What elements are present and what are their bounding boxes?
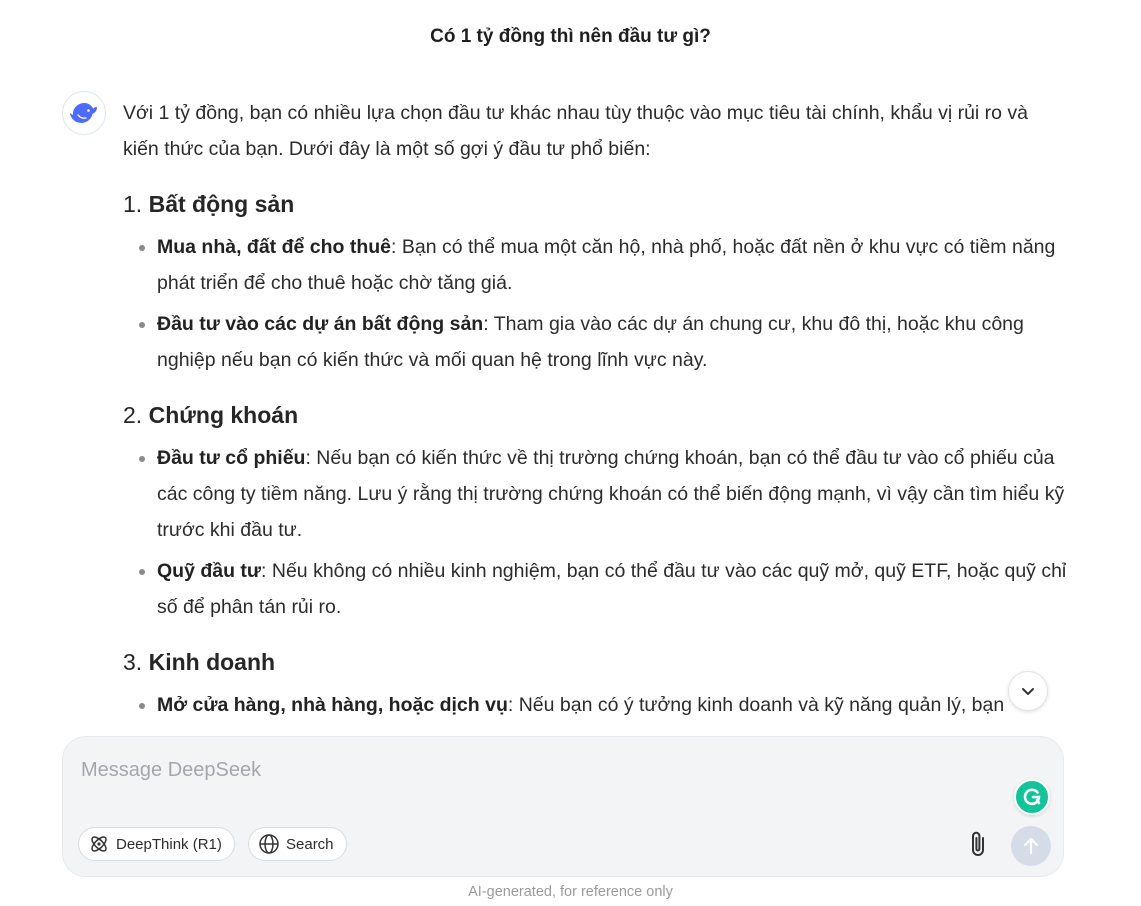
deepseek-whale-icon <box>69 101 99 125</box>
section-heading <box>123 400 1068 430</box>
arrow-up-icon <box>1022 836 1040 856</box>
item-bold: Mở cửa hàng, nhà hàng, hoặc dịch vụ <box>157 694 508 716</box>
assistant-message <box>123 95 1068 728</box>
list-item <box>123 687 1068 723</box>
section-title: Chứng khoán <box>148 402 299 428</box>
section-number: 2. <box>123 402 143 428</box>
section-number: 1. <box>123 191 143 217</box>
scroll-to-bottom-button[interactable] <box>1008 671 1048 711</box>
section-number: 3. <box>123 649 143 675</box>
item-text: : Nếu bạn có kiến thức về thị trường chứng khoán, bạn có thể đầu tư vào cổ phiếu của các công ty tiềm năng. Lưu ý rằng thị trường chứng khoán có thể biến động mạnh, vì vậy cần tìm hiểu kỹ trước khi đầu tư. <box>157 447 1065 541</box>
bullet-list <box>123 229 1068 378</box>
section-title: Bất động sản <box>148 191 295 217</box>
item-text: : Nếu không có nhiều kinh nghiệm, bạn có thể đầu tư vào các quỹ mở, quỹ ETF, hoặc quỹ chỉ số để phân tán rủi ro. <box>157 560 1067 618</box>
bullet-list <box>123 440 1068 625</box>
item-bold: Mua nhà, đất để cho thuê <box>157 236 392 258</box>
section-heading <box>123 189 1068 219</box>
assistant-avatar <box>62 91 106 135</box>
item-bold: Quỹ đầu tư <box>157 560 262 582</box>
list-item <box>123 553 1068 625</box>
chevron-down-icon <box>1019 682 1037 700</box>
item-text: : Tham gia vào các dự án chung cư, khu đô thị, hoặc khu công nghiệp nếu bạn có kiến thức và mối quan hệ trong lĩnh vực này. <box>157 313 1024 371</box>
send-button[interactable] <box>1011 826 1051 866</box>
message-intro: Với 1 tỷ đồng, bạn có nhiều lựa chọn đầu tư khác nhau tùy thuộc vào mục tiêu tài chính, khẩu vị rủi ro và kiến thức của bạn. Dưới đây là một số gợi ý đầu tư phổ biến: <box>123 102 1029 160</box>
item-bold: Đầu tư cổ phiếu <box>157 447 306 469</box>
item-text: : Nếu bạn có ý tưởng kinh doanh và kỹ năng quản lý, bạn <box>507 694 1005 716</box>
section-heading <box>123 647 1068 677</box>
message-composer <box>62 736 1064 877</box>
list-item <box>123 306 1068 378</box>
search-label: Search <box>286 835 334 853</box>
globe-icon <box>258 833 280 855</box>
grammarly-icon <box>1021 786 1043 808</box>
paperclip-icon <box>966 829 990 859</box>
list-item <box>123 440 1068 548</box>
atom-icon <box>88 833 110 855</box>
section-title: Kinh doanh <box>148 649 276 675</box>
deepthink-toggle[interactable] <box>78 827 235 861</box>
item-text: : Bạn có thể mua một căn hộ, nhà phố, hoặc đất nền ở khu vực có tiềm năng phát triển để cho thuê hoặc chờ tăng giá. <box>157 236 1056 294</box>
message-input[interactable] <box>81 753 981 787</box>
deepthink-label: DeepThink (R1) <box>116 835 222 853</box>
item-bold: Đầu tư vào các dự án bất động sản <box>157 313 484 335</box>
disclaimer-note: AI-generated, for reference only <box>468 884 673 900</box>
grammarly-button[interactable] <box>1014 779 1050 815</box>
chat-title: Có 1 tỷ đồng thì nên đầu tư gì? <box>430 26 711 47</box>
bullet-list <box>123 687 1068 723</box>
attach-file-button[interactable] <box>963 829 993 859</box>
list-item <box>123 229 1068 301</box>
search-toggle[interactable] <box>248 827 347 861</box>
